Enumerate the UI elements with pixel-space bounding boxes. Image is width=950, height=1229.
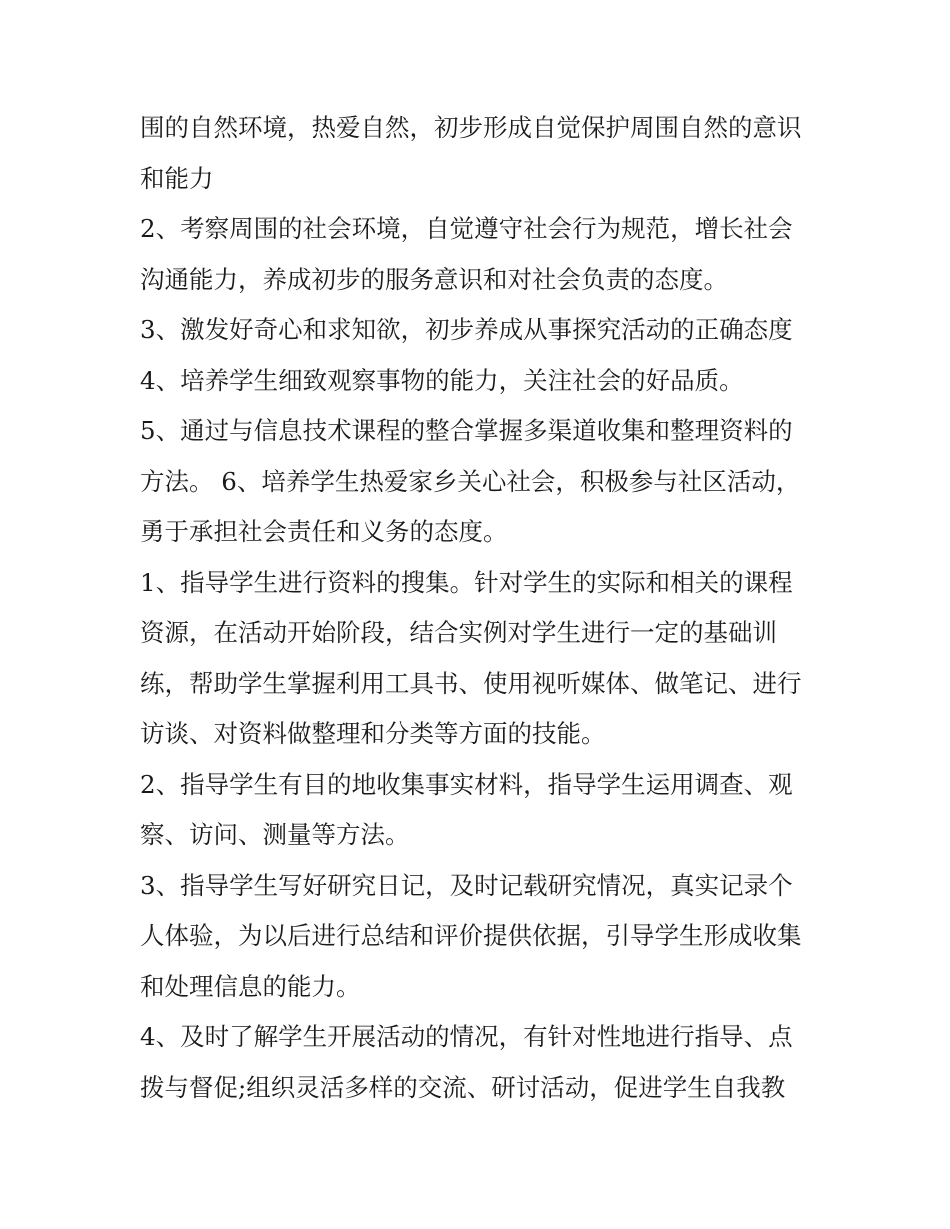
text-line: 4、及时了解学生开展活动的情况，有针对性地进行指导、点 bbox=[140, 1022, 793, 1051]
text-line: 练，帮助学生掌握利用工具书、使用视听媒体、做笔记、进行 bbox=[140, 668, 802, 698]
text-line: 拨与督促;组织灵活多样的交流、研讨活动，促进学生自我教 bbox=[140, 1072, 786, 1102]
text-line: 2、指导学生有目的地收集事实材料，指导学生运用调查、观 bbox=[140, 769, 793, 799]
text-line: 3、指导学生写好研究日记，及时记载研究情况，真实记录个 bbox=[140, 870, 793, 900]
text-line: 方法。 6、培养学生热爱家乡关心社会，积极参与社区活动， bbox=[140, 466, 801, 496]
text-line: 勇于承担社会责任和义务的态度。 bbox=[140, 517, 508, 546]
text-line: 围的自然环境，热爱自然，初步形成自觉保护周围自然的意识 bbox=[140, 113, 802, 142]
text-line: 2、考察周围的社会环境，自觉遵守社会行为规范，增长社会 bbox=[140, 214, 793, 243]
text-line: 和处理信息的能力。 bbox=[140, 971, 361, 1001]
text-line: 察、访问、测量等方法。 bbox=[140, 820, 410, 849]
text-line: 3、激发好奇心和求知欲，初步养成从事探究活动的正确态度 bbox=[140, 315, 793, 344]
text-line: 5、通过与信息技术课程的整合掌握多渠道收集和整理资料的 bbox=[140, 416, 793, 445]
text-line: 和能力 bbox=[140, 163, 214, 193]
text-line: 1、指导学生进行资料的搜集。针对学生的实际和相关的课程 bbox=[140, 567, 793, 597]
text-line: 沟通能力，养成初步的服务意识和对社会负责的态度。 bbox=[140, 264, 728, 294]
text-line: 访谈、对资料做整理和分类等方面的技能。 bbox=[140, 719, 606, 748]
text-line: 资源，在活动开始阶段，结合实例对学生进行一定的基础训 bbox=[140, 618, 777, 647]
text-line: 4、培养学生细致观察事物的能力，关注社会的好品质。 bbox=[140, 365, 744, 395]
text-line: 人体验，为以后进行总结和评价提供依据，引导学生形成收集 bbox=[140, 921, 802, 950]
document-body bbox=[140, 103, 830, 1113]
